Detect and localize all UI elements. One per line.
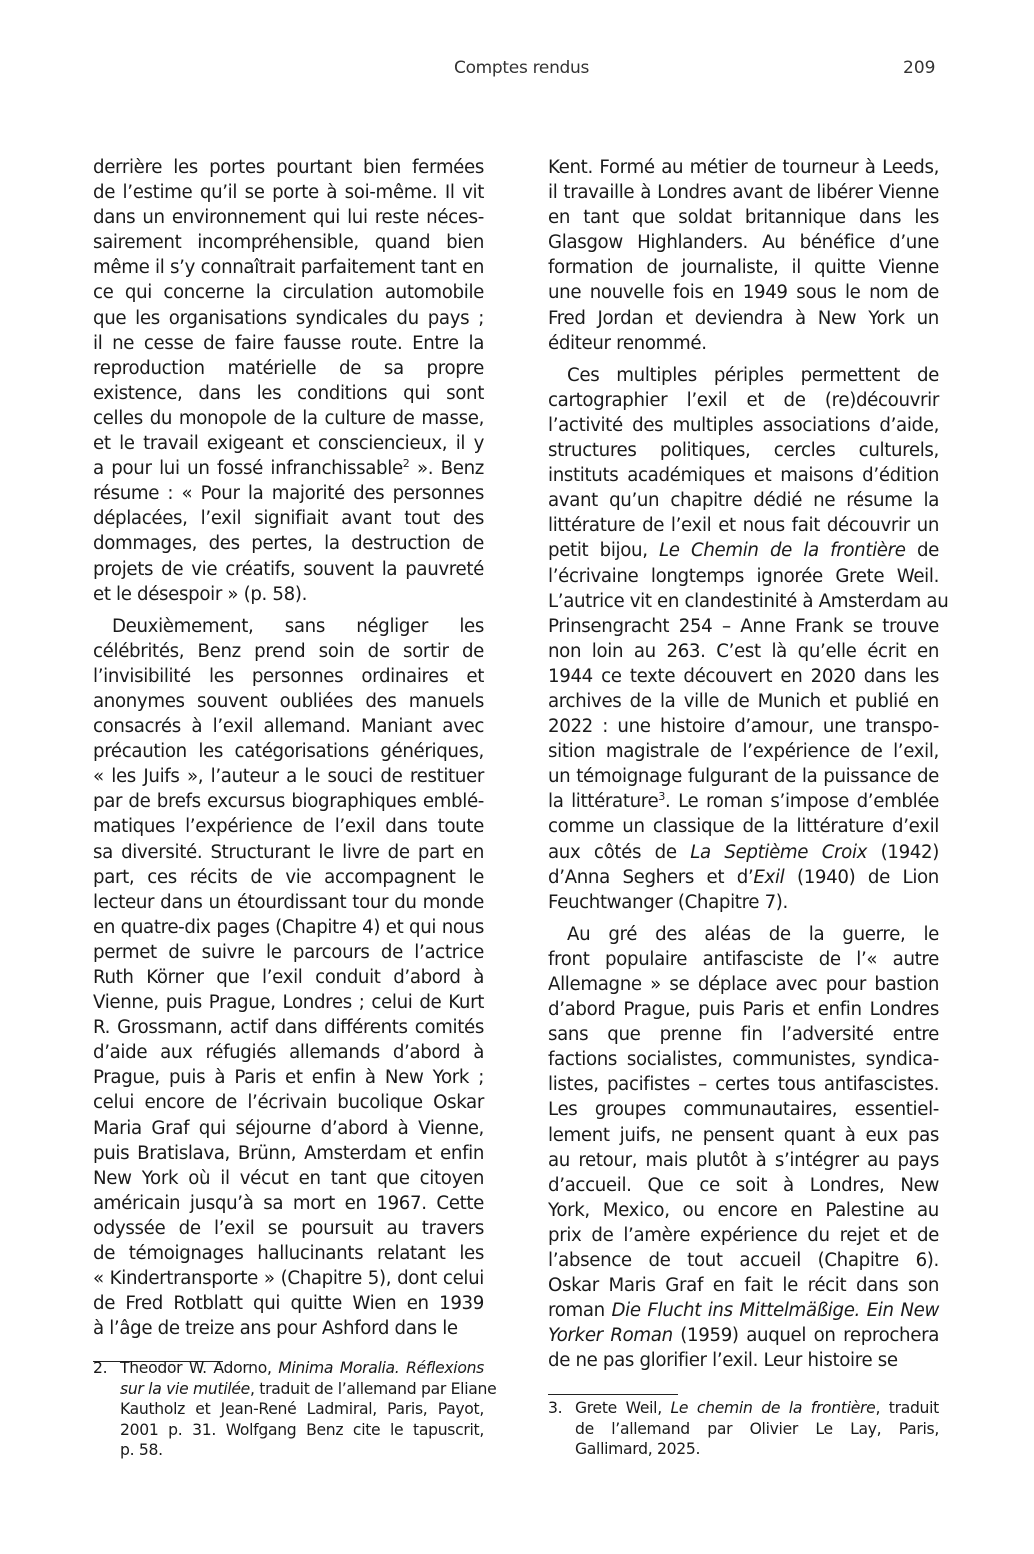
text-line: puis Bratislava, Brünn, Amsterdam et enfin	[93, 1142, 484, 1164]
text-line: 2022 : une histoire d’amour, une transpo-	[548, 716, 939, 738]
text-line: ce qui concerne la circulation automobile	[93, 282, 484, 304]
text-line: a pour lui un fossé infranchissable$^2$ ». Benz	[93, 457, 484, 480]
text-line: au retour, mais plutôt à s’intégrer au pays	[548, 1149, 939, 1171]
text-line: américain jusqu’à sa mort en 1967. Cette	[93, 1192, 484, 1214]
text-line: anonymes souvent oubliées des manuels	[93, 690, 484, 712]
text-line: projets de vie créatifs, souvent la pauvreté	[93, 558, 484, 580]
text-line: une nouvelle fois en 1949 sous le nom de	[548, 282, 939, 304]
text-line: reproduction matérielle de sa propre	[93, 357, 484, 379]
footnote-reference[interactable]: 2	[402, 457, 410, 471]
text-line: Maria Graf qui séjourne d’abord à Vienne,	[93, 1117, 484, 1139]
text-line: sition magistrale de l’expérience de l’exil,	[548, 741, 939, 763]
text-line: Ruth Körner que l’exil conduit d’abord à	[93, 967, 484, 988]
footnote-line: p. 58.	[120, 1441, 163, 1460]
italic-title: Yorker Roman	[548, 1325, 673, 1347]
footnote-line: 2001 p. 31. Wolfgang Benz cite le tapuscrit,	[120, 1420, 484, 1439]
text-line: Fred Jordan et deviendra à New York un	[548, 307, 939, 329]
text-line: de ne pas glorifier l’exil. Leur histoire se	[548, 1350, 898, 1372]
text-line: que les organisations syndicales du pays ;	[93, 307, 484, 329]
text-line: permet de suivre le parcours de l’actrice	[93, 941, 484, 963]
text-line: 1944 ce texte découvert en 2020 dans les	[548, 665, 939, 687]
footnote-number: 3.	[548, 1399, 563, 1417]
text-line: roman Die Flucht ins Mittelmäßige. Ein New	[548, 1300, 939, 1322]
text-line: instituts académiques et maisons d’édition	[548, 465, 939, 487]
text-line: Prinsengracht 254 – Anne Frank se trouve	[548, 615, 939, 637]
right-footnotes	[548, 1398, 939, 1460]
text-line: l’absence de tout accueil (Chapitre 6).	[548, 1250, 939, 1272]
text-line: avant qu’un chapitre dédié ne résume la	[548, 490, 939, 512]
text-line: Prague, puis à Paris et enfin à New York ;	[93, 1067, 484, 1089]
text-line: part, ces récits de vie accompagnent le	[93, 866, 484, 888]
text-line: en quatre-dix pages (Chapitre 4) et qui nous	[93, 916, 484, 938]
text-line: en tant que soldat britannique dans les	[548, 207, 939, 229]
text-line: même il s’y connaîtrait parfaitement tant en	[93, 257, 484, 279]
text-line: Oskar Maris Graf en fait le récit dans son	[548, 1275, 939, 1297]
text-line: factions socialistes, communistes, syndica-	[548, 1049, 939, 1071]
text-line: derrière les portes pourtant bien fermées	[93, 157, 484, 178]
text-line: de Fred Rotblatt qui quitte Wien en 1939	[93, 1293, 484, 1315]
text-line: par de brefs excursus biographiques emblé-	[93, 791, 484, 813]
text-line: de l’estime qu’il se porte à soi-même. Il vit	[93, 182, 484, 204]
footnote-line: Grete Weil, Le chemin de la frontière, traduit	[575, 1399, 939, 1417]
text-line: existence, dans les conditions qui sont	[93, 382, 484, 404]
text-line: il travaille à Londres avant de libérer Vienne	[548, 182, 939, 204]
text-line: celui encore de l’écrivain bucolique Oskar	[93, 1092, 484, 1114]
footnote-line: Kautholz et Jean-René Ladmiral, Paris, Payot,	[120, 1400, 484, 1419]
footnote-number: 2.	[93, 1359, 108, 1377]
text-line: Ces multiples périples permettent de	[567, 364, 939, 386]
italic-title: Le chemin de la frontière	[670, 1399, 876, 1417]
text-line: celles du monopole de la culture de masse,	[93, 407, 484, 429]
text-line: Au gré des aléas de la guerre, le	[567, 923, 939, 945]
text-line: un témoignage fulgurant de la puissance de	[548, 766, 939, 788]
paragraph	[548, 363, 949, 915]
paragraph	[548, 155, 939, 356]
text-line: listes, pacifistes – certes tous antifascistes.	[548, 1074, 939, 1096]
footnote	[548, 1398, 939, 1460]
text-line: Les groupes communautaires, essentiel-	[548, 1099, 939, 1121]
text-line: d’accueil. Que ce soit à Londres, New	[548, 1174, 939, 1196]
text-line: petit bijou, Le Chemin de la frontière de	[548, 540, 939, 562]
text-line: célébrités, Benz prend soin de sortir de	[93, 640, 484, 662]
text-line: la littérature$^3$. Le roman s’impose d’emblée	[548, 790, 940, 813]
text-line: Vienne, puis Prague, Londres ; celui de Kurt	[93, 992, 484, 1014]
footnote	[93, 1358, 497, 1461]
text-line: L’autrice vit en clandestinité à Amsterdam au	[548, 590, 949, 612]
text-line: sairement incompréhensible, quand bien	[93, 232, 484, 254]
left-text-column	[93, 155, 484, 1341]
running-title: Comptes rendus	[454, 58, 590, 78]
footnote-reference[interactable]: 3	[658, 790, 666, 804]
text-line: structures politiques, cercles culturels,	[548, 440, 939, 462]
text-line: précaution les catégorisations génériques,	[93, 741, 484, 763]
text-line: sans que prenne fin l’adversité entre	[548, 1024, 939, 1046]
italic-title: Le Chemin de la frontière	[659, 540, 906, 562]
text-line: l’invisibilité les personnes ordinaires et	[93, 665, 484, 687]
text-line: « les Juifs », l’auteur a le souci de restituer	[93, 766, 484, 788]
text-line: à l’âge de treize ans pour Ashford dans le	[93, 1318, 458, 1340]
text-line: Yorker Roman (1959) auquel on reprochera	[548, 1325, 939, 1347]
footnote-line: Gallimard, 2025.	[575, 1440, 701, 1459]
text-line: éditeur renommé.	[548, 332, 707, 354]
footnote-line: de l’allemand par Olivier Le Lay, Paris,	[575, 1419, 939, 1438]
text-line: York, Mexico, ou encore en Palestine au	[548, 1199, 939, 1221]
paragraph	[93, 614, 484, 1342]
text-line: Glasgow Highlanders. Au bénéfice d’une	[548, 232, 939, 254]
text-line: dans un environnement qui lui reste néces-	[93, 207, 484, 229]
text-line: odyssée de l’exil se poursuit au travers	[93, 1217, 484, 1239]
text-line: Kent. Formé au métier de tourneur à Leeds,	[548, 157, 939, 178]
text-line: de témoignages hallucinants relatant les	[93, 1243, 484, 1265]
text-line: d’aide aux réfugiés allemands d’abord à	[93, 1042, 484, 1064]
text-line: déplacées, l’exil signifiait avant tout des	[93, 508, 484, 530]
text-line: New York où il vécut en tant que citoyen	[93, 1167, 484, 1189]
text-line: littérature de l’exil et nous fait découvrir un	[548, 515, 939, 537]
italic-title: La Septième Croix	[690, 841, 868, 863]
text-line: R. Grossmann, actif dans différents comités	[93, 1017, 484, 1039]
text-line: consacrés à l’exil allemand. Maniant avec	[93, 716, 484, 738]
text-line: d’Anna Seghers et d’Exil (1940) de Lion	[548, 866, 939, 888]
text-line: d’abord Prague, puis Paris et enfin Londres	[548, 999, 939, 1021]
right-text-column	[548, 155, 949, 1374]
italic-title: Minima Moralia. Réflexions	[278, 1359, 484, 1377]
italic-title: Exil	[753, 866, 785, 888]
text-line: et le désespoir » (p. 58).	[93, 583, 308, 605]
page-number: 209	[903, 58, 936, 78]
text-line: comme un classique de la littérature d’exil	[548, 816, 939, 838]
text-line: il ne cesse de faire fausse route. Entre la	[93, 332, 484, 354]
paragraph	[93, 155, 484, 607]
text-line: lecteur dans un étourdissant tour du monde	[93, 891, 484, 913]
footnote-separator-right	[548, 1394, 678, 1395]
text-line: matiques l’expérience de l’exil dans toute	[93, 816, 484, 838]
text-line: Allemagne » se déplace avec pour bastion	[548, 974, 939, 995]
text-line: dommages, des pertes, la destruction de	[93, 533, 484, 555]
left-footnotes	[93, 1358, 497, 1461]
text-line: front populaire antifasciste de l’« autre	[548, 948, 939, 970]
italic-title: Die Flucht ins Mittelmäßige. Ein New	[611, 1300, 939, 1322]
text-line: l’activité des multiples associations d’aide,	[548, 414, 939, 436]
text-line: prix de l’amère expérience du rejet et de	[548, 1224, 939, 1246]
footnote-line: sur la vie mutilée, traduit de l’allemand par Eliane	[120, 1379, 497, 1398]
text-line: Feuchtwanger (Chapitre 7).	[548, 891, 788, 913]
text-line: aux côtés de La Septième Croix (1942)	[548, 841, 939, 863]
text-line: sa diversité. Structurant le livre de part en	[93, 841, 484, 863]
text-line: résume : « Pour la majorité des personnes	[93, 483, 484, 505]
text-line: et le travail exigeant et consciencieux, il y	[93, 433, 484, 455]
text-line: cartographier l’exil et de (re)découvrir	[548, 389, 939, 411]
footnote-line: Theodor W. Adorno, Minima Moralia. Réflexions	[120, 1359, 484, 1377]
text-line: « Kindertransporte » (Chapitre 5), dont celui	[93, 1268, 484, 1290]
text-line: non loin au 263. C’est là qu’elle écrit en	[548, 640, 939, 662]
paragraph	[548, 922, 939, 1374]
text-line: archives de la ville de Munich et publié en	[548, 690, 939, 712]
italic-title: sur la vie mutilée	[120, 1379, 250, 1398]
text-line: l’écrivaine longtemps ignorée Grete Weil.	[548, 565, 939, 587]
text-line: formation de journaliste, il quitte Vienne	[548, 257, 939, 279]
text-line: Deuxièmement, sans négliger les	[112, 615, 484, 637]
text-line: lement juifs, ne pensent quant à eux pas	[548, 1124, 939, 1146]
running-header	[0, 58, 1034, 82]
